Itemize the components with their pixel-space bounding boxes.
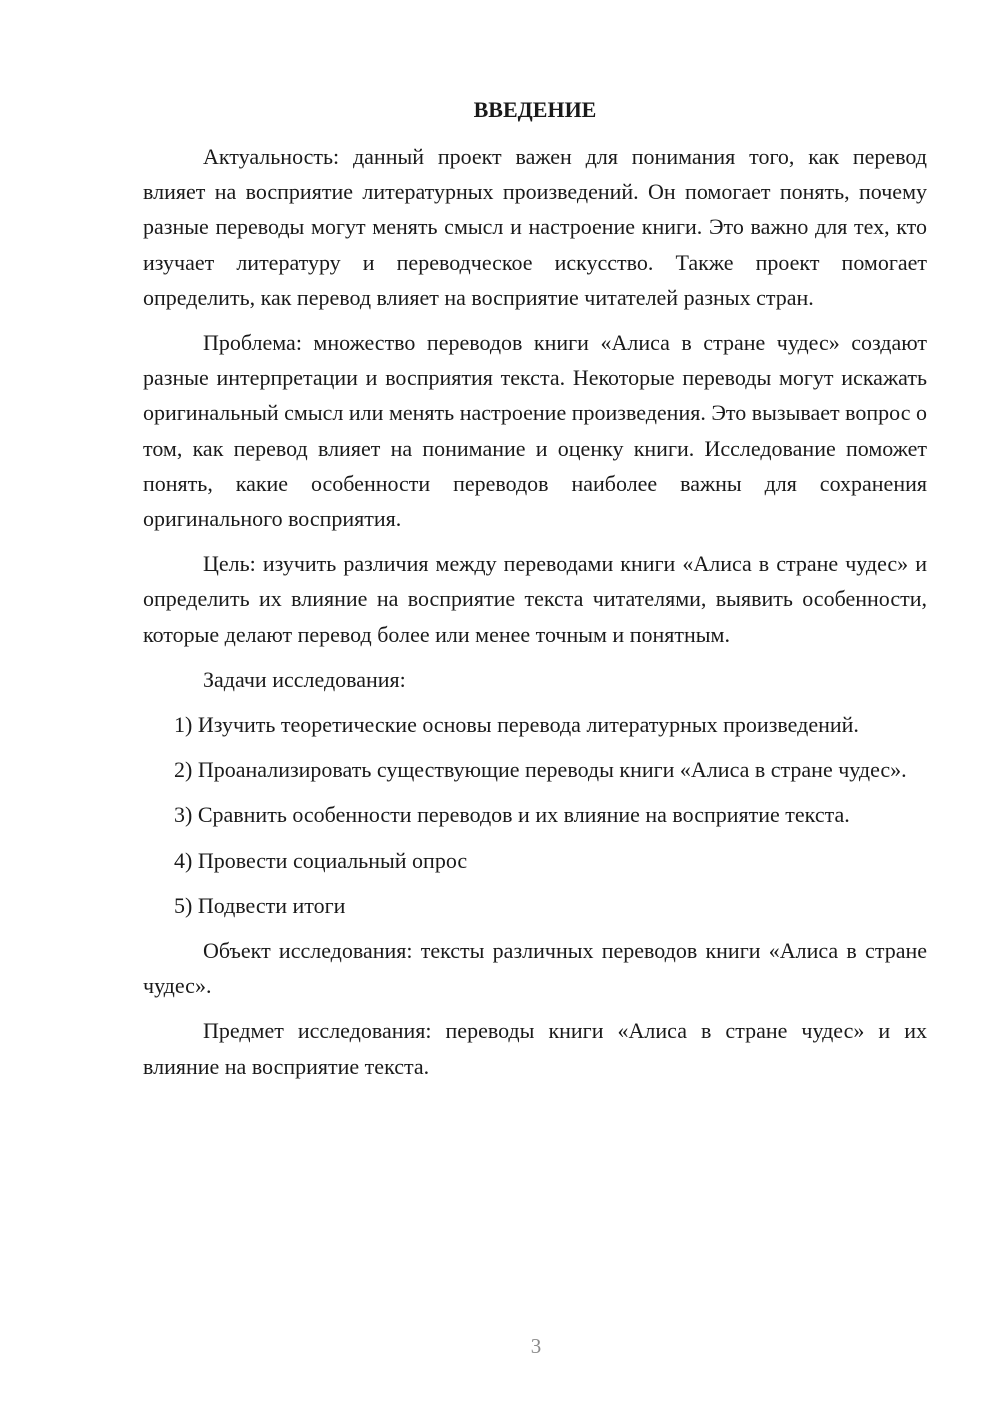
- task-item-2: 2) Проанализировать существующие переводы книги «Алиса в стране чудес».: [174, 757, 907, 783]
- subject-paragraph: Предмет исследования: переводы книги «Алиса в стране чудес» и их влияние на восприятие текста.: [143, 1018, 927, 1079]
- task-item-3: 3) Сравнить особенности переводов и их влияние на восприятие текста.: [174, 802, 850, 828]
- problem-paragraph: Проблема: множество переводов книги «Алиса в стране чудес» создают разные интерпретации и восприятия текста. Некоторые переводы могут искажать оригинальный смысл или менять настроение произведения. Это вызывает вопрос о том, как перевод влияет на понимание и оценку книги. Исследование поможет понять, какие особенности переводов наиболее важны для сохранения оригинального восприятия.: [143, 330, 927, 532]
- task-item-5: 5) Подвести итоги: [174, 892, 346, 918]
- page-content: [143, 94, 927, 1094]
- relevance-paragraph: Актуальность: данный проект важен для понимания того, как перевод влияет на восприятие литературных произведений. Он помогает понять, почему разные переводы могут менять смысл и настроение книги. Это важно для тех, кто изучает литературу и переводческое искусство. Также проект помогает определить, как перевод влияет на восприятие читателей разных стран.: [143, 144, 927, 310]
- section-heading: ВВЕДЕНИЕ: [473, 97, 597, 122]
- goal-paragraph: Цель: изучить различия между переводами книги «Алиса в стране чудес» и определить их влияние на восприятие текста читателями, выявить особенности, которые делают перевод более или менее точным и понятным.: [143, 551, 927, 647]
- page-number: 3: [530, 1334, 542, 1358]
- task-item-4: 4) Провести социальный опрос: [174, 847, 468, 873]
- tasks-heading: Задачи исследования:: [203, 666, 406, 692]
- object-paragraph: Объект исследования: тексты различных переводов книги «Алиса в стране чудес».: [143, 938, 927, 999]
- task-item-1: 1) Изучить теоретические основы перевода литературных произведений.: [174, 712, 859, 738]
